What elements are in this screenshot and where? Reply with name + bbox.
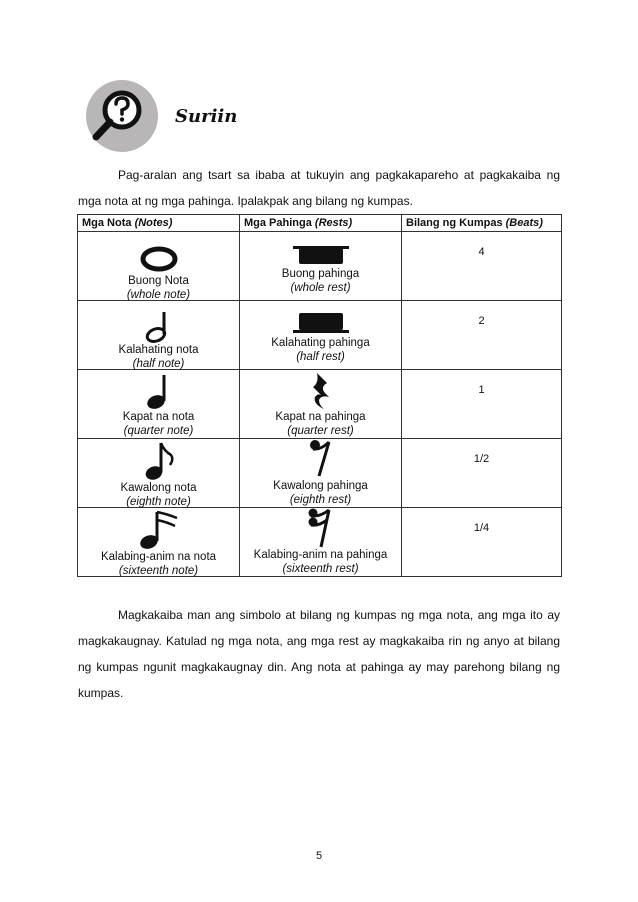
note-label <box>78 343 239 371</box>
table-row <box>78 508 562 577</box>
header-rests-label: Mga Pahinga <box>244 217 315 229</box>
header-beats <box>402 215 562 232</box>
note-cell <box>78 301 240 370</box>
rest-name: Kapat na pahinga <box>275 411 366 423</box>
beats-cell <box>402 232 562 301</box>
note-cell <box>78 508 240 577</box>
note-cell <box>78 232 240 301</box>
rest-name-en: (quarter rest) <box>287 425 354 437</box>
beats-value: 1/2 <box>473 453 490 465</box>
rest-cell <box>240 370 402 439</box>
note-label <box>78 274 239 302</box>
note-label <box>78 481 239 509</box>
rest-name-en: (whole rest) <box>290 282 351 294</box>
closing-paragraph: Magkakaiba man ang simbolo at bilang ng kumpas ng mga nota, ang mga ito ay magkakaugnay. Katulad ng mga nota, ang mga rest ay magkakaiba rin ng anyo at bilang ng kumpas ngunit magkakaugnay din. Ang nota at pahinga ay may parehong bilang ng kumpas. <box>78 608 560 700</box>
rest-name: Kawalong pahinga <box>273 480 368 492</box>
note-name-en: (half note) <box>132 358 185 370</box>
rest-cell <box>240 439 402 508</box>
table-row <box>78 370 562 439</box>
rest-name-en: (half rest) <box>296 351 345 363</box>
note-name-en: (sixteenth note) <box>118 565 199 577</box>
whole-note-icon <box>139 246 179 272</box>
header-beats-en: (Beats) <box>505 217 543 229</box>
header-rests <box>240 215 402 232</box>
note-name: Kalahating nota <box>118 344 199 356</box>
rest-label <box>240 548 401 576</box>
eighth-note-icon <box>144 441 174 481</box>
rest-cell <box>240 301 402 370</box>
section-title: Suriin <box>175 106 238 127</box>
beats-value: 1/4 <box>473 522 490 534</box>
half-note-icon <box>144 311 174 343</box>
beats-cell <box>402 370 562 439</box>
header-beats-label: Bilang ng Kumpas <box>406 217 506 229</box>
note-name: Kalabing-anim na nota <box>100 551 217 563</box>
table-row <box>78 439 562 508</box>
table-row <box>78 232 562 301</box>
intro-paragraph: Pag-aralan ang tsart sa ibaba at tukuyin ang pagkakapareho at pagkakaiba ng mga nota at ng mga pahinga. Ipalakpak ang bilang ng kumpas. <box>78 168 560 208</box>
rest-name: Buong pahinga <box>281 268 360 280</box>
quarter-rest-icon <box>309 372 333 410</box>
note-name-en: (quarter note) <box>123 425 194 437</box>
note-name-en: (whole note) <box>126 289 191 301</box>
header-notes-label: Mga Nota <box>82 217 135 229</box>
note-name: Kawalong nota <box>120 482 197 494</box>
half-rest-icon <box>293 313 349 333</box>
sixteenth-rest-icon <box>307 508 335 548</box>
rest-label <box>240 267 401 295</box>
beats-cell <box>402 439 562 508</box>
magnifier-question-icon <box>86 80 158 152</box>
note-name: Buong Nota <box>128 275 189 287</box>
notes-rests-table <box>77 214 562 577</box>
rest-label <box>240 336 401 364</box>
table-header-row <box>78 215 562 232</box>
rest-name-en: (sixteenth rest) <box>282 563 359 575</box>
sixteenth-note-icon <box>137 510 181 550</box>
note-cell <box>78 370 240 439</box>
header-notes-en: (Notes) <box>134 217 173 229</box>
table-row <box>78 301 562 370</box>
quarter-note-icon <box>144 374 174 410</box>
suriin-icon-badge <box>86 80 158 152</box>
rest-label <box>240 410 401 438</box>
note-name: Kapat na nota <box>122 411 195 423</box>
rest-name-en: (eighth rest) <box>289 494 352 506</box>
page-number: 5 <box>315 850 323 862</box>
beats-cell <box>402 508 562 577</box>
header-rests-en: (Rests) <box>314 217 353 229</box>
rest-name: Kalahating pahinga <box>271 337 370 349</box>
beats-cell <box>402 301 562 370</box>
beats-value: 4 <box>478 246 485 258</box>
note-label <box>78 550 239 578</box>
whole-rest-icon <box>293 246 349 266</box>
note-name-en: (eighth note) <box>126 496 191 508</box>
rest-label <box>240 479 401 507</box>
beats-value: 2 <box>478 315 485 327</box>
note-cell <box>78 439 240 508</box>
note-label <box>78 410 239 438</box>
rest-cell <box>240 232 402 301</box>
rest-name: Kalabing-anim na pahinga <box>253 549 388 561</box>
rest-cell <box>240 508 402 577</box>
header-notes <box>78 215 240 232</box>
beats-value: 1 <box>478 384 485 396</box>
eighth-rest-icon <box>309 439 333 477</box>
